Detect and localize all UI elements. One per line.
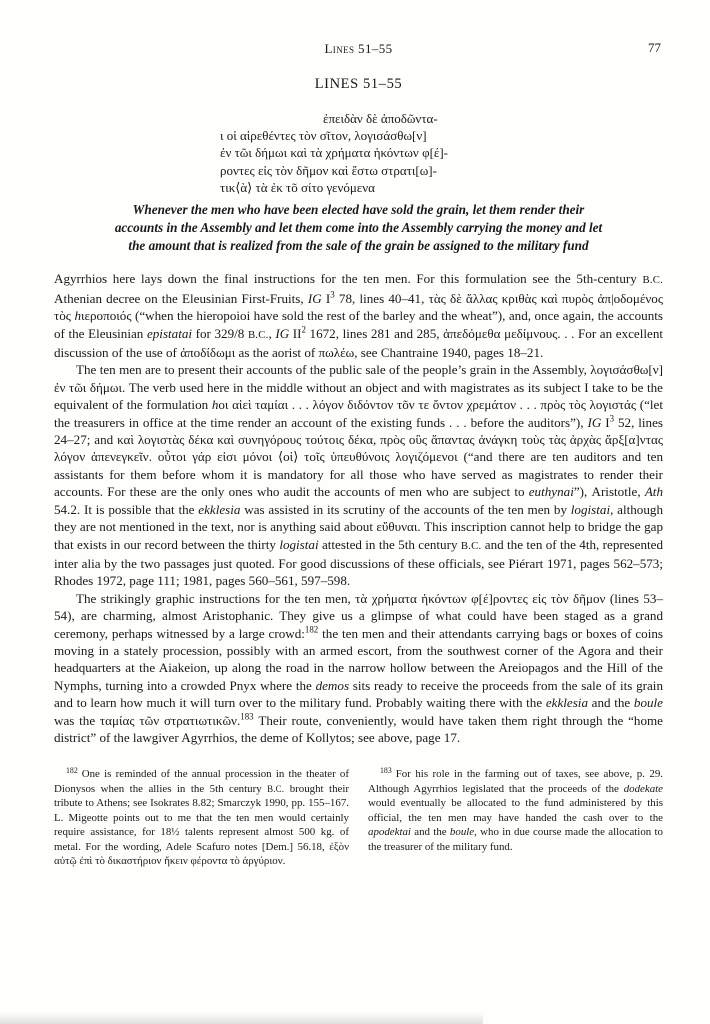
- page-number: 77: [648, 40, 661, 55]
- greek-line: ἐπειδὰν δὲ ἀποδῶντα-: [323, 111, 438, 126]
- greek-line: ἐν τῶι δήμωι καὶ τὰ χρήματα ἡκόντων φ[έ]-: [220, 145, 449, 161]
- running-head: [54, 40, 663, 55]
- footnote-marker: 182: [66, 765, 78, 775]
- translation-line: the amount that is realized from the sale of the grain be assigned to the military fund: [128, 237, 589, 253]
- greek-line: ι οἱ αἱρεθέντες τὸν σῖτον, λογισάσθω[ν]: [220, 128, 427, 144]
- translation-line: accounts in the Assembly and let them come into the Assembly carrying the money and let: [114, 219, 603, 235]
- footnote-183: [368, 767, 663, 854]
- translation-line: Whenever the men who have been elected have sold the grain, let them render their: [132, 202, 585, 218]
- footnote-column-right: [368, 767, 663, 869]
- commentary-paragraph: The strikingly graphic instructions for the ten men, τὰ χρήματα ἡκόντων φ[έ]ροντες εἰς τὸν δῆμον (lines 53–54), are charming, almost Aristophanic. They give us a glimpse of what could have been staged as a grand ceremony, perhaps witnessed by a large crowd:$^{182}$ the ten men and their attendants carrying bags or boxes of coins moving in a stately procession, possibly with an armed escort, from the southwest corner of the Agora and their headquarters at the Aiakeion, up along the road in the narrow hollow between the Areiopagos and the Hill of the Nymphs, turning into a crowded Pnyx where the demos sits ready to receive the proceeds from the sale of its grain and to learn how much it will turn over to the military fund. Probably waiting there with the ekklesia and the boule was the ταμίας τῶν στρατιωτικῶν.$^{183}$ Their route, conveniently, would have taken them right through the “home district” of the lawgiver Agyrrhios, the deme of Kollytos; see above, page 17.: [54, 590, 663, 745]
- footnote-text: For his role in the farming out of taxes, see above, p. 29. Although Agyrrhios legislated that the proceeds of the dodekate would eventually be allocated to the fund administered by this official, the ten men may have handed the cash over to the apodektai and the boule, who in due course made the allocation to the treasurer of the military fund.: [368, 768, 663, 853]
- commentary-paragraph: The ten men are to present their accounts of the public sale of the people’s grain in the Assembly, λογισάσθω[ν] ἐν τῶι δήμωι. The verb used here in the middle without an object and with magistrates as its subject I take to be the equivalent of the formulation hοι αἰεὶ ταμίαι . . . λόγον διδόντον τõν τε ὄντον χρεμάτον . . . πρὸς τὸς λογιστάς (“let the treasurers in office at the time render an account of the existing funds . . . before the auditors”), IG $I^3$ 52, lines 24–27; and καὶ λογιστὰς δέκα καὶ συνηγόρους τούτοις δέκα, πρὸς οὓς ἅπαντας ἀνάγκη τοὺς τὰς ἀρχὰς ἄρξ[α]ντας λόγον ἀπενεγκεῖν. οὗτοι γάρ εἰσι μόνοι ⟨οἱ⟩ τοῖς ὑπευθύνοις λογιζόμενοι (“and there are ten auditors and ten assistants for them before whom it is mandatory for all those who have served as magistrates to render their accounts. For these are the only ones who audit the accounts of men who are subject to euthynai”), Aristotle, Ath 54.2. It is possible that the ekklesia was assisted in its scrutiny of the accounts of the ten men by logistai, although they are not mentioned in the text, nor is anything said about εὔθυναι. This inscription cannot help to bridge the gap that exists in our record between the thirty logistai attested in the 5th century B.C. and the ten of the 4th, represented inter alia by the two passages just quoted. For good discussions of these officials, see Piérart 1971, pages 562–573; Rhodes 1972, page 111; 1981, pages 560–561, 597–598.: [54, 362, 664, 589]
- footnotes: [54, 767, 663, 869]
- greek-line: ροντες εἰς τὸν δῆμον καὶ ἔστω στρατι[ω]-: [220, 162, 437, 178]
- commentary-body: [54, 270, 663, 746]
- section-title: LINES 51–55: [314, 76, 403, 92]
- greek-line: τικ⟨ὰ⟩ τὰ ἐκ τõ σίτο γενόμενα: [220, 179, 375, 195]
- footnote-182: [54, 767, 349, 869]
- footnote-column-left: [54, 767, 349, 869]
- commentary-paragraph: Agyrrhios here lays down the final instructions for the ten men. For this formulation see the 5th-century B.C. Athenian decree on the Eleusinian First-Fruits, IG $I^3$ 78, lines 40–41, τὰς δὲ ἄλλας κριθὰς καὶ πυρὸς ἀπ|οδομένος τὸς hιεροποιός (“when the hieropoioi have sold the rest of the barley and the wheat”), and, once again, the accounts of the Eleusinian epistatai for 329/8 B.C., IG $II^2$ 1672, lines 281 and 285, ἀπεδόμεθα μεδίμνους. . . For an excellent discussion of the use of ἀποδίδωμι as the aorist of πωλέω, see Chantraine 1940, pages 18–21.: [54, 271, 664, 361]
- footnote-marker: 183: [380, 765, 392, 775]
- inscription-greek-text: [220, 110, 663, 196]
- footnote-text: One is reminded of the annual procession in the theater of Dionysos when the allies in the 5th century B.C. brought their tribute to Athens; see Isokrates 8.82; Smarczyk 1990, pp. 155–167. L. Migeotte points out to me that the ten men would certainly require assistance, for 18½ talents represent almost 500 kg. of metal. For the wording, Adele Scafuro notes [Dem.] 56.18, ἐξὸν αὐτῷ ἐπὶ τὸ δικαστήριον ἥκειν φέροντα τὸ ἀργύριον.: [54, 768, 349, 868]
- running-head-title: Lines 51–55: [324, 41, 393, 56]
- inscription-translation: [54, 201, 663, 254]
